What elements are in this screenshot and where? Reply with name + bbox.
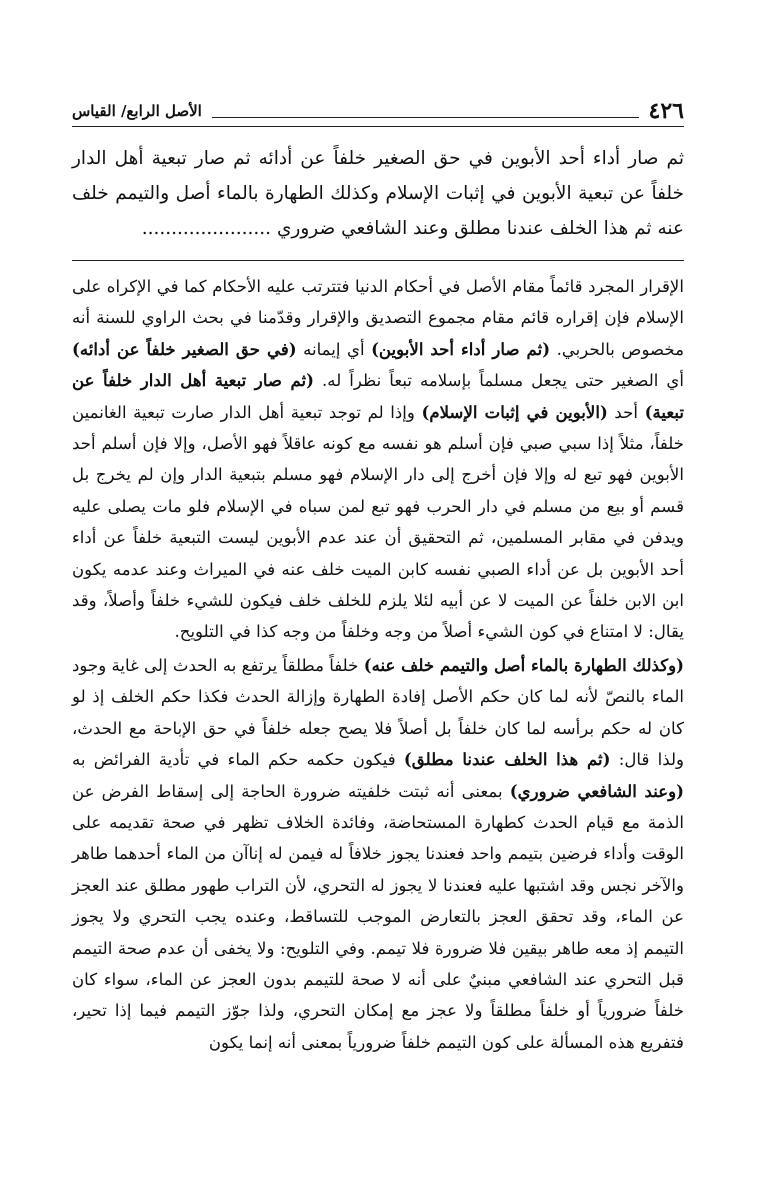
chapter-title: الأصل الرابع/ القياس — [72, 102, 202, 120]
quoted-matn-segment: (ثم صار أداء أحد الأبوين) — [371, 338, 551, 359]
commentary-paragraph — [72, 650, 684, 1058]
commentary-segment: أحد — [607, 402, 645, 422]
quoted-matn-segment: (ثم صار تبعية أهل الدار خلفاً عن تبعية) — [72, 370, 684, 422]
main-text-body: ثم صار أداء أحد الأبوين في حق الصغير خلفاً عن أدائه ثم صار تبعية أهل الدار خلفاً عن تبعية الأبوين في إثبات الإسلام وكذلك الطهارة بالماء أصل والتيمم خلف عنه ثم هذا الخلف عندنا مطلق وعند الشافعي ضروري — [72, 148, 684, 239]
running-header — [72, 92, 684, 127]
commentary-paragraph — [72, 271, 684, 648]
book-page — [72, 92, 684, 1058]
header-rule — [212, 117, 639, 118]
main-text-dots: ...................... — [141, 218, 272, 239]
commentary-segment: أي إيمانه — [296, 339, 372, 359]
text-divider — [72, 260, 684, 261]
main-text — [72, 141, 684, 246]
page-number: ٤٢٦ — [648, 98, 684, 124]
commentary-segment: الإقرار المجرد قائماً مقام الأصل في أحكام الدنيا فتترتب عليه الأحكام كما في الإكراه على الإسلام فإن إقراره قائم مقام مجموع التصديق والإقرار وقدّمنا في بحث الراوي للسنة أنه مخصوص بالحربي. — [72, 277, 685, 359]
quoted-matn-segment: (وعند الشافعي ضروري) — [509, 780, 684, 801]
commentary-segment: وإذا لم توجد تبعية أهل الدار صارت تبعية الغانمين خلفاً، مثلاً إذا سبي صبي فإن أسلم هو نفسه مع كونه عاقلاً فهو الأصل، وإلا فإن أسلم أحد الأبوين فهو تبع له وإلا فإن أخرج إلى دار الإسلام فهو مسلم بتبعية الدار وإن لم يخرج بل قسم أو بيع من مسلم في دار الحرب فهو تبع لمن سباه في الإسلام فلو مات يصلى عليه ويدفن في مقابر المسلمين، ثم التحقيق أن عند عدم الأبوين ليست التبعية خلفاً عن أداء أحد الأبوين بل عن أداء الصبي نفسه كابن الميت خلف عنه في الميراث وعند عدمه يكون ابن الابن خلفاً عن الميت لا عن أبيه لئلا يلزم للخلف خلف فيكون للشيء خلفاً وأصلاً، وقد يقال: لا امتناع في كون الشيء أصلاً من وجه وخلفاً من وجه كذا في التلويح. — [72, 402, 684, 642]
commentary-segment: أي الصغير حتى يجعل مسلماً بإسلامه تبعاً نظراً له. — [314, 371, 684, 391]
commentary — [72, 271, 684, 1058]
quoted-matn-segment: (الأبوين في إثبات الإسلام) — [421, 401, 608, 422]
commentary-segment: بمعنى أنه ثبتت خلفيته ضرورة الحاجة إلى إسقاط الفرض عن الذمة مع قيام الحدث كطهارة المستحاضة، وفائدة الخلاف تظهر في صحة تقديمه على الوقت وأداء فرضين بتيمم واحد فعندنا يجوز خلافاً له فيمن له إناآن من الماء أحدهما طاهر والآخر نجس وقد اشتبها عليه فعندنا لا يجوز له التحري، لأن التراب طهور مطلق عند العجز عن الماء، وقد تحقق العجز بالتعارض الموجب للتساقط، وعنده يجب التحري ولا يجوز التيمم إذ معه طاهر بيقين فلا ضرورة فلا تيمم. وفي التلويح: ولا يخفى أن عدم صحة التيمم قبل التحري عند الشافعي مبنيٌ على أنه لا صحة للتيمم بدون العجز عن الماء، سواء كان خلفاً ضرورياً أو خلفاً مطلقاً ولا عجز مع إمكان التحري، ولذا جوّز التيمم فيما إذا تحير، فتفريع هذه المسألة على كون التيمم خلفاً ضرورياً بمعنى أنه إنما يكون — [72, 781, 685, 1052]
commentary-segment: فيكون حكمه حكم الماء في تأدية الفرائض به — [72, 750, 404, 770]
quoted-matn-segment: (في حق الصغير خلفاً عن أدائه) — [72, 338, 297, 359]
commentary-segment: خلفاً مطلقاً يرتفع به الحدث إلى غاية وجود الماء بالنصّ لأنه لما كان حكم الأصل إفادة الطهارة وإزالة الحدث فكذا حكم الخلف إذ لو كان له حكم برأسه لما كان خلفاً بل أصلاً فلا يصح جعله خلفاً في حق الإباحة مع الحدث، ولذا قال: — [72, 655, 685, 770]
quoted-matn-segment: (وكذلك الطهارة بالماء أصل والتيمم خلف عنه) — [363, 654, 684, 675]
quoted-matn-segment: (ثم هذا الخلف عندنا مطلق) — [403, 749, 611, 770]
